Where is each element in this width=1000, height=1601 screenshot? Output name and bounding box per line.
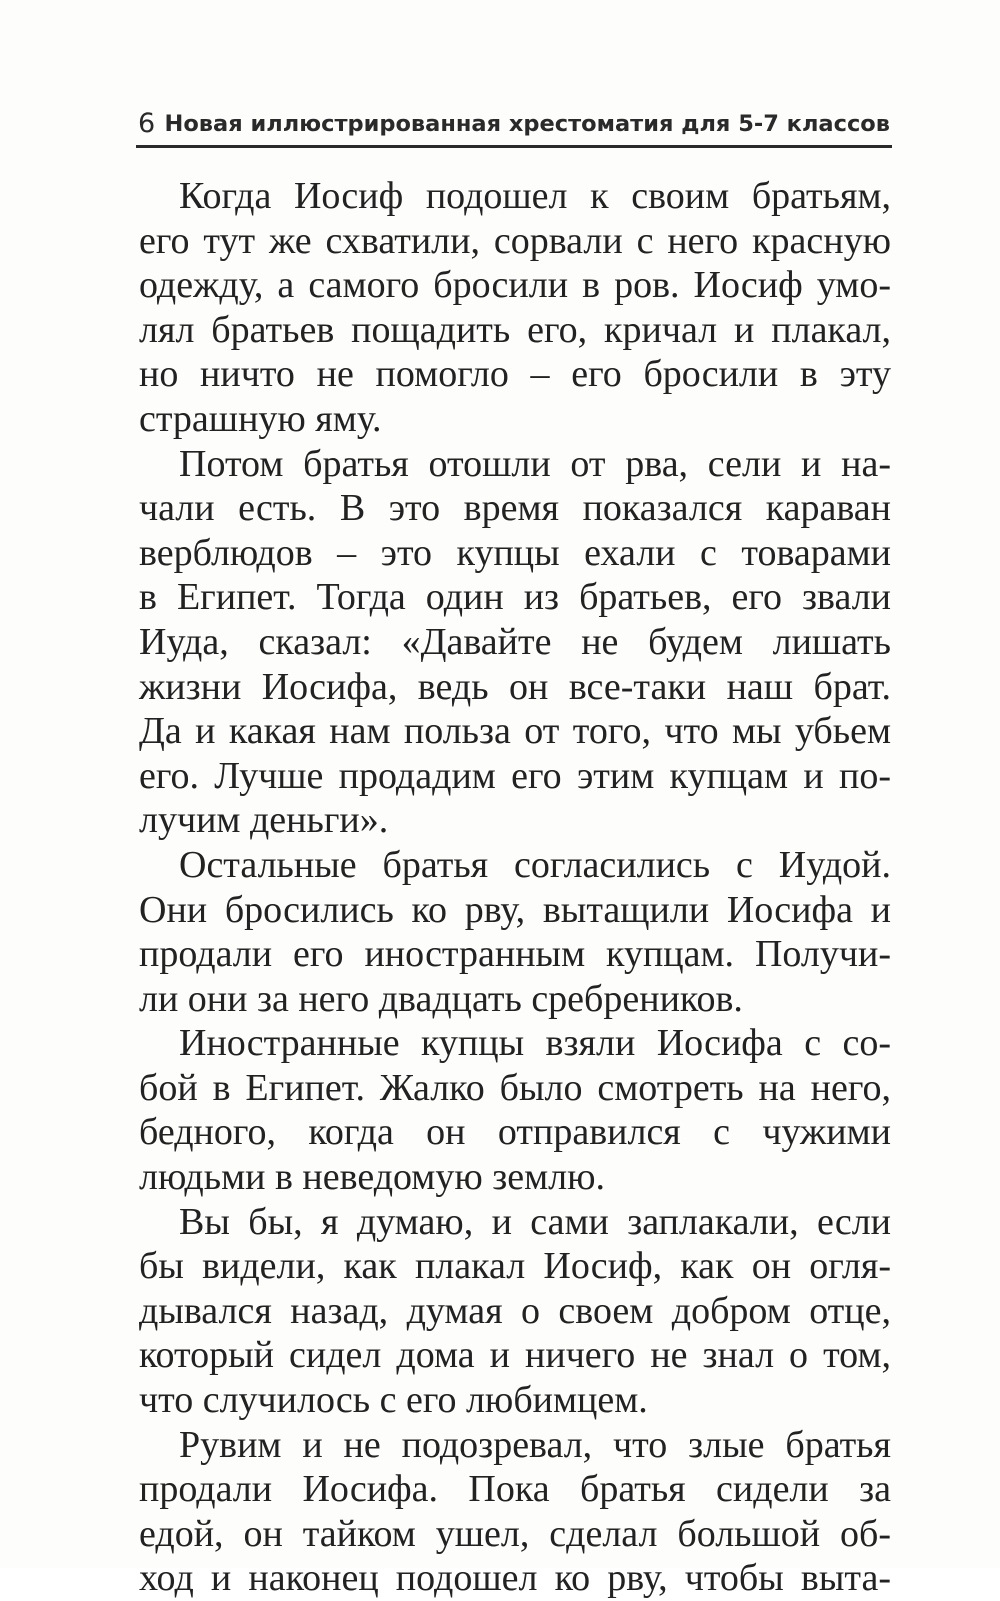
text-line: дывался назад, думая о своем добром отце, xyxy=(139,1289,891,1332)
running-head xyxy=(138,104,890,144)
text-line: его тут же схватили, сорвали с него красную xyxy=(139,219,891,262)
paragraph xyxy=(139,442,891,843)
body-text xyxy=(139,174,891,1601)
text-line: Они бросились ко рву, вытащили Иосифа и xyxy=(139,888,891,931)
text-line: Потом братья отошли от рва, сели и на- xyxy=(179,442,891,485)
text-line: Иностранные купцы взяли Иосифа с со- xyxy=(179,1022,891,1065)
paragraph xyxy=(139,1200,891,1423)
text-line: лял братьев пощадить его, кричал и плакал, xyxy=(139,308,891,351)
text-line: который сидел дома и ничего не знал о том, xyxy=(139,1334,891,1377)
text-line: лучим деньги». xyxy=(139,799,389,842)
text-line: что случилось с его любимцем. xyxy=(139,1379,648,1422)
paragraph xyxy=(139,174,891,442)
header-rule xyxy=(136,145,892,148)
text-line: людьми в неведомую землю. xyxy=(139,1156,606,1199)
text-line: бедного, когда он отправился с чужими xyxy=(139,1111,891,1154)
text-line: Остальные братья согласились с Иудой. xyxy=(179,843,891,886)
text-line: Вы бы, я думаю, и сами заплакали, если xyxy=(179,1200,891,1243)
text-line: Иуда, сказал: «Давайте не будем лишать xyxy=(139,620,891,663)
text-line: но ничто не помогло – его бросили в эту xyxy=(139,353,891,396)
page-number: 6 xyxy=(138,108,156,139)
text-line: Рувим и не подозревал, что злые братья xyxy=(179,1423,891,1466)
paragraph xyxy=(139,1021,891,1199)
text-line: продали Иосифа. Пока братья сидели за xyxy=(139,1468,891,1511)
text-line: чали есть. В это время показался караван xyxy=(139,487,891,530)
text-line: одежду, а самого бросили в ров. Иосиф умо- xyxy=(139,264,891,307)
paragraph xyxy=(139,843,891,1021)
text-line: бы видели, как плакал Иосиф, как он огля- xyxy=(139,1245,891,1288)
text-line: его. Лучше продадим его этим купцам и по- xyxy=(139,754,891,797)
text-line: Когда Иосиф подошел к своим братьям, xyxy=(179,175,891,217)
text-line: едой, он тайком ушел, сделал большой об- xyxy=(139,1512,891,1555)
paragraph xyxy=(139,1423,891,1601)
text-line: продали его иностранным купцам. Получи- xyxy=(139,933,891,976)
text-line: верблюдов – это купцы ехали с товарами xyxy=(139,531,891,574)
text-line: страшную яму. xyxy=(139,397,382,440)
text-line: жизни Иосифа, ведь он все-таки наш брат. xyxy=(139,665,891,708)
book-title: Новая иллюстрированная хрестоматия для 5-7 классов xyxy=(164,111,890,137)
text-line: ход и наконец подошел ко рву, чтобы выта- xyxy=(139,1557,891,1600)
text-line: ли они за него двадцать сребреников. xyxy=(139,977,743,1020)
text-line: Да и какая нам польза от того, что мы убьем xyxy=(139,710,891,753)
text-line: бой в Египет. Жалко было смотреть на него, xyxy=(139,1066,891,1109)
text-line: в Египет. Тогда один из братьев, его звали xyxy=(139,576,891,619)
